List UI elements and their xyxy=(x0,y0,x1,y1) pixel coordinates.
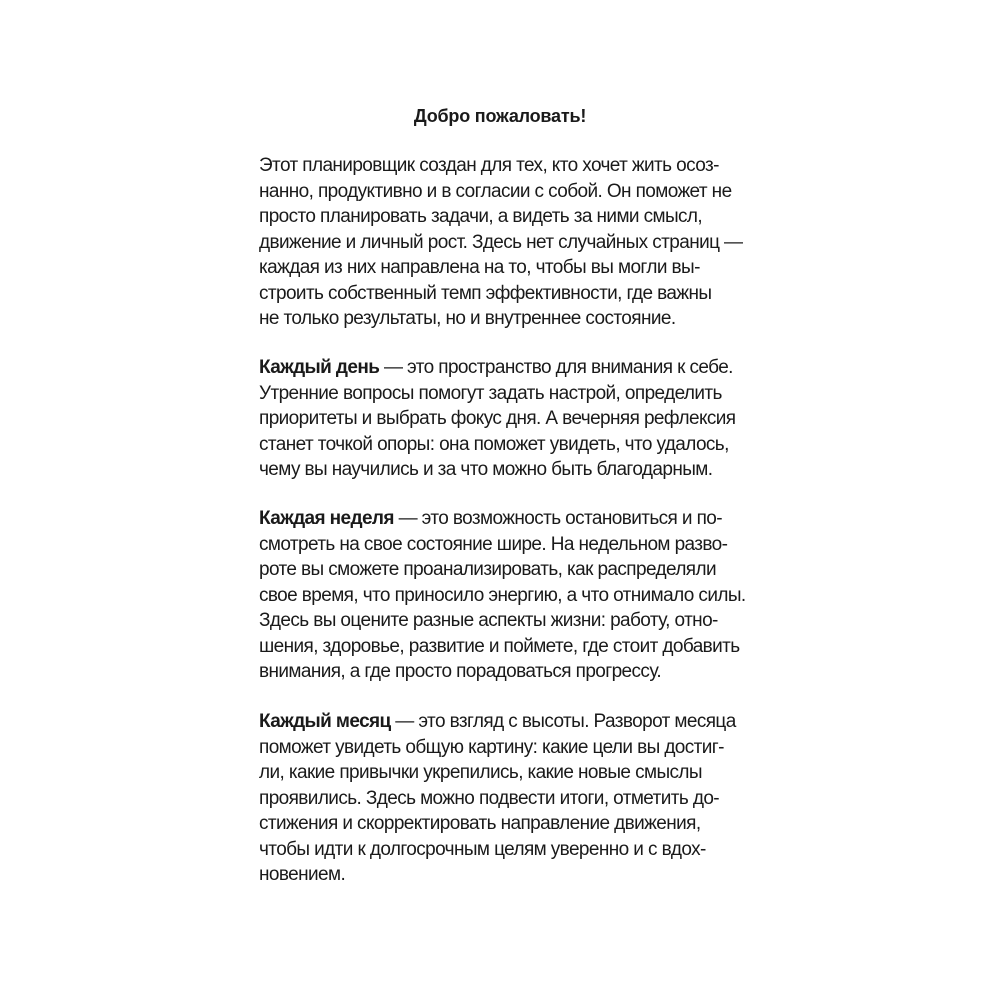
text-line: Утренние вопросы помогут задать настрой, определить xyxy=(259,382,722,404)
text-line: Здесь вы оцените разные аспекты жизни: работу, отно- xyxy=(259,610,718,631)
month-paragraph xyxy=(259,709,779,888)
text-line: строить собственный темп эффективности, где важны xyxy=(259,282,712,304)
intro-paragraph xyxy=(259,153,779,332)
text-line: Этот планировщик создан для тех, кто хочет жить осоз- xyxy=(259,155,719,176)
text-line: каждая из них направлена на то, чтобы вы могли вы- xyxy=(259,257,700,278)
text-line: новением. xyxy=(259,864,346,885)
text-line: станет точкой опоры: она поможет увидеть, что удалось, xyxy=(259,433,729,455)
day-paragraph xyxy=(259,355,779,483)
day-lead: Каждый день xyxy=(259,357,380,378)
month-lead: Каждый месяц xyxy=(259,711,391,732)
month-first-line-rest: — это взгляд с высоты. Разворот месяца xyxy=(390,711,736,732)
text-line: просто планировать задачи, а видеть за ними смысл, xyxy=(259,206,703,227)
text-line: чтобы идти к долгосрочным целям уверенно и с вдох- xyxy=(259,838,706,860)
text-line: ли, какие привычки укрепились, какие новые смыслы xyxy=(259,762,702,783)
page-title: Добро пожаловать! xyxy=(413,106,587,126)
day-first-line-rest: — это пространство для внимания к себе. xyxy=(379,357,733,378)
text-line: внимания, а где просто порадоваться прогрессу. xyxy=(259,661,661,682)
text-line: нанно, продуктивно и в согласии с собой. Он поможет не xyxy=(259,180,732,202)
week-paragraph xyxy=(259,506,779,685)
text-line xyxy=(259,709,779,735)
text-line: стижения и скорректировать направление движения, xyxy=(259,813,701,834)
week-first-line-rest: — это возможность остановиться и по- xyxy=(393,508,723,529)
text-line xyxy=(259,355,779,381)
text-line: приоритеты и выбрать фокус дня. А вечерняя рефлексия xyxy=(259,408,736,429)
text-line: не только результаты, но и внутреннее состояние. xyxy=(259,308,676,329)
week-lead: Каждая неделя xyxy=(259,508,394,529)
text-line xyxy=(259,506,779,532)
text-line: свое время, что приносило энергию, а что отнимало силы. xyxy=(259,584,746,606)
text-line: шения, здоровье, развитие и поймете, где стоит добавить xyxy=(259,635,740,657)
text-line: поможет увидеть общую картину: какие цели вы достиг- xyxy=(259,736,724,758)
text-line: роте вы сможете проанализировать, как распределяли xyxy=(259,559,716,580)
text-line: чему вы научились и за что можно быть благодарным. xyxy=(259,459,713,480)
text-line: смотреть на свое состояние шире. На недельном разво- xyxy=(259,533,728,555)
text-line: проявились. Здесь можно подвести итоги, отметить до- xyxy=(259,787,720,809)
text-line: движение и личный рост. Здесь нет случайных страниц — xyxy=(259,231,743,253)
